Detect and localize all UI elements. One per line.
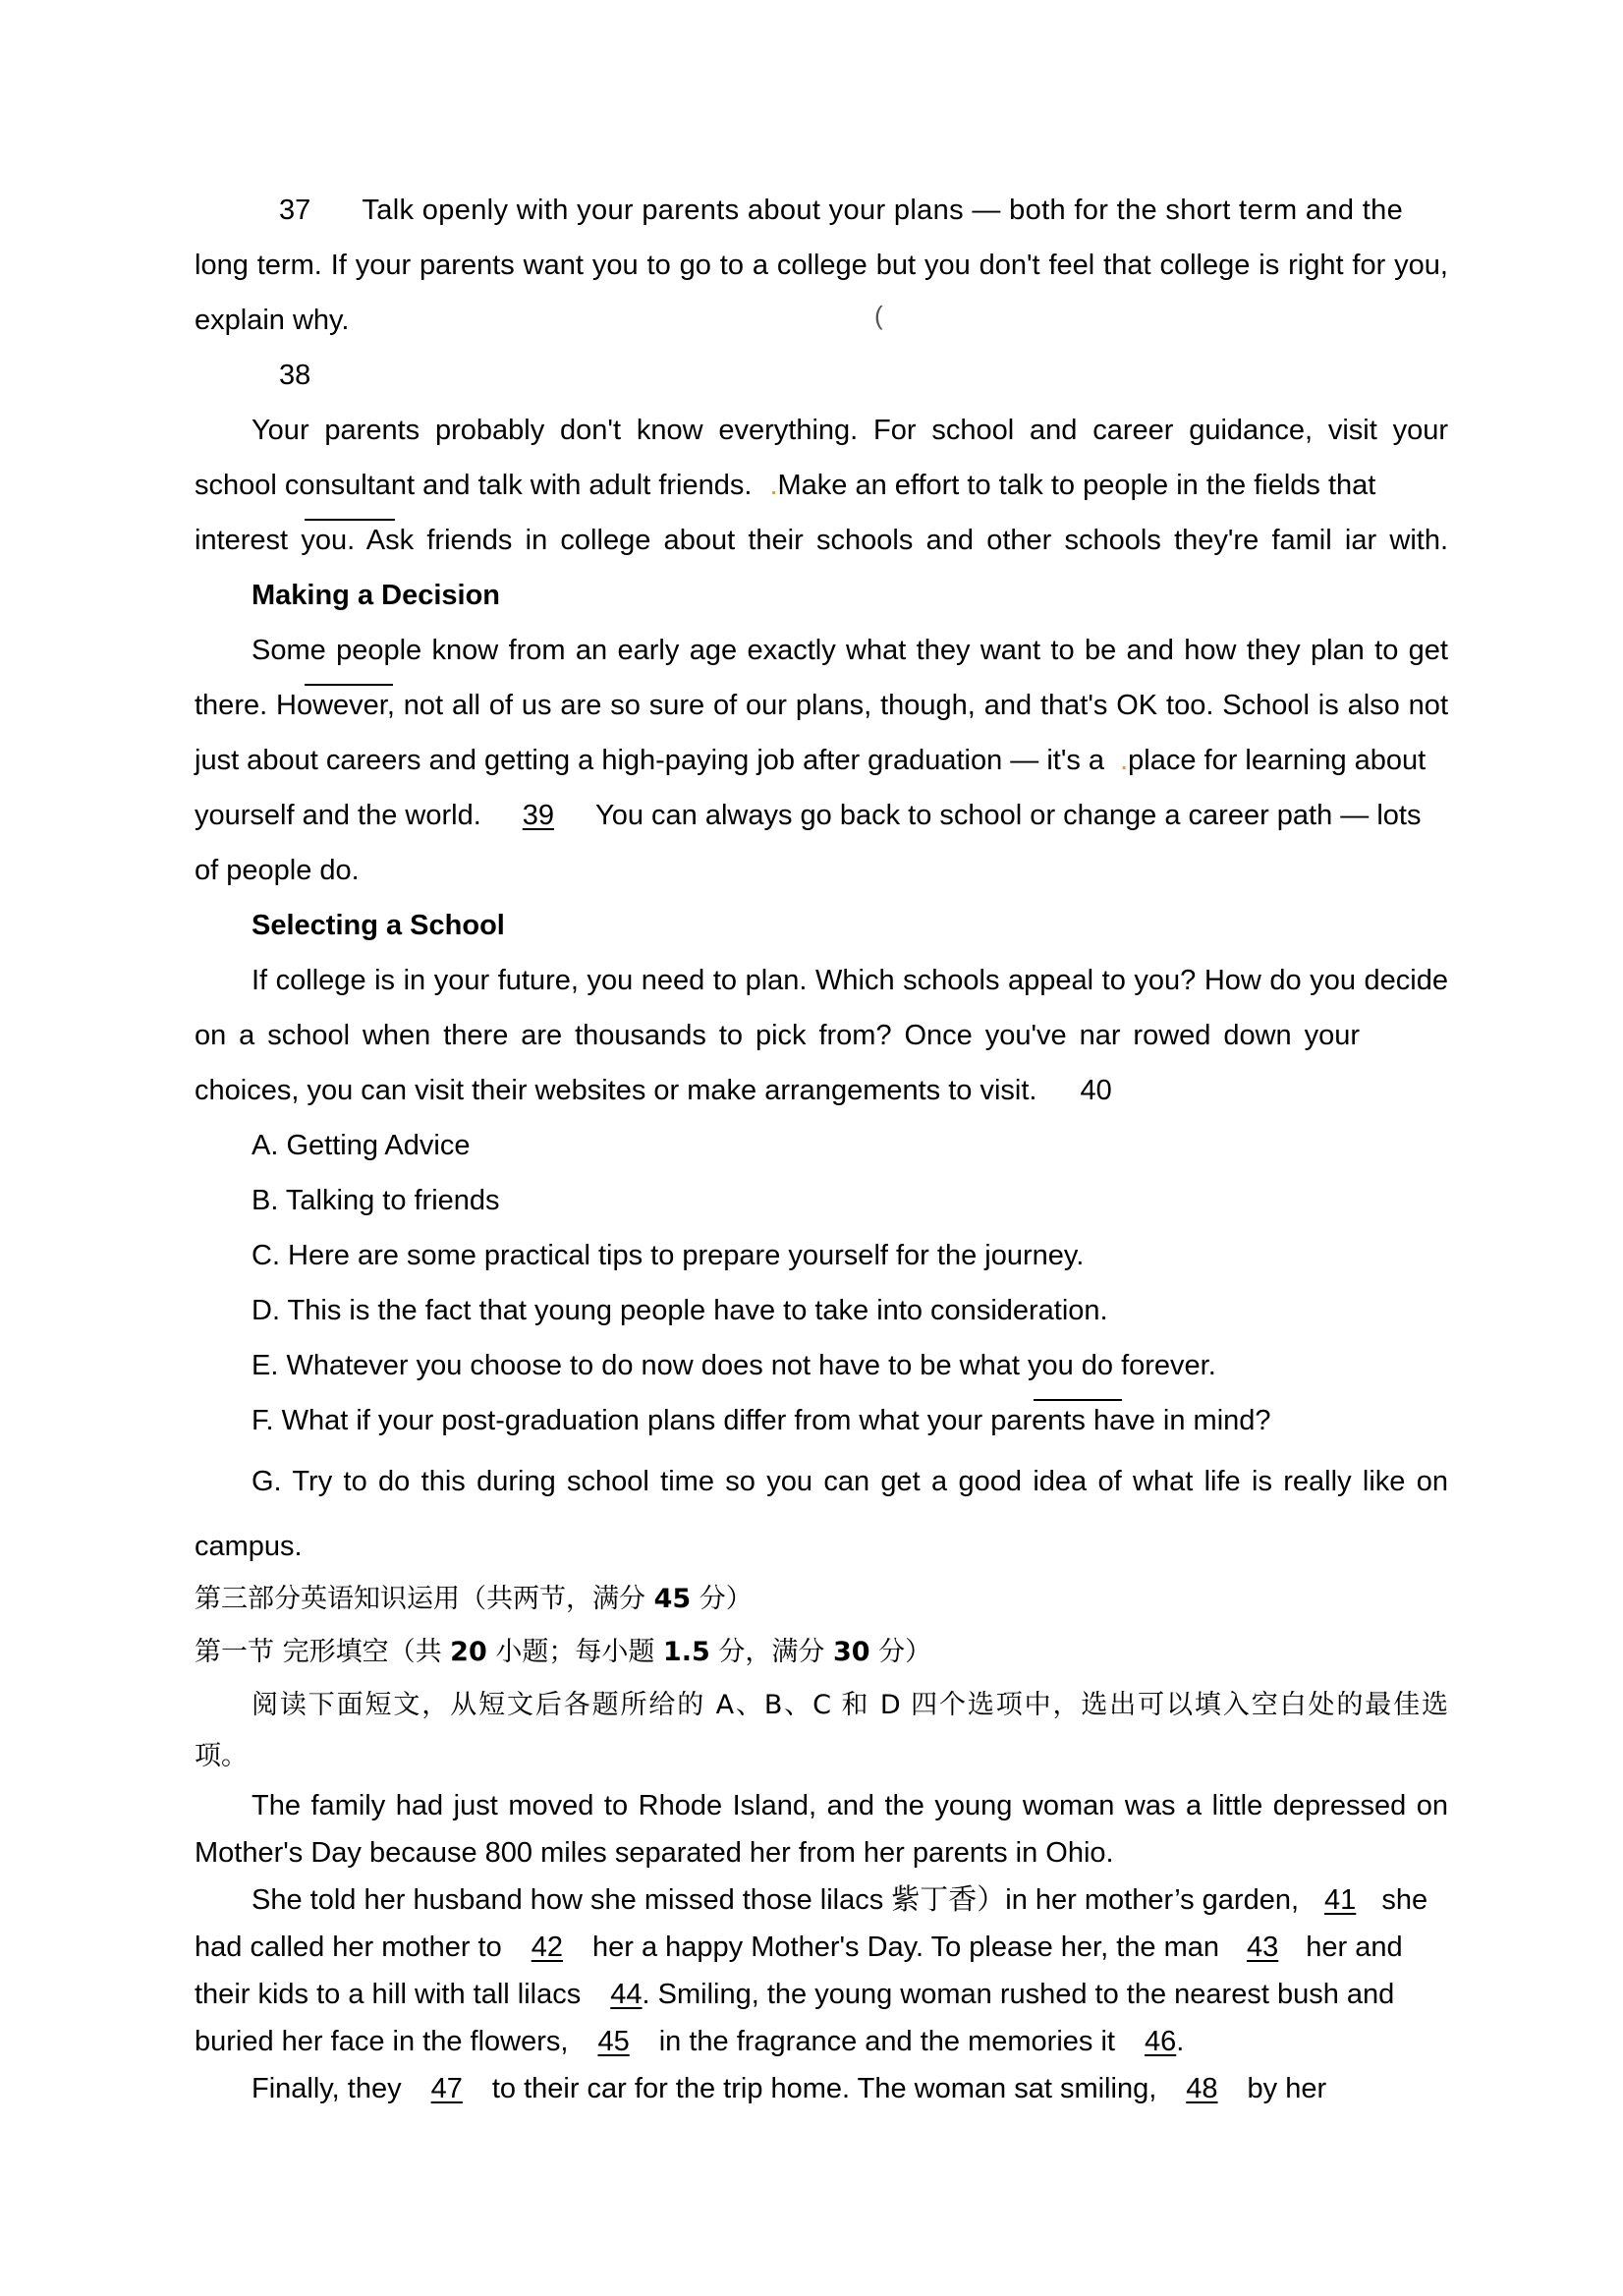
selecting-line-3: choices, you can visit their websites or make arrangements to visit. 40 — [195, 1075, 1112, 1106]
part-3-title: 第三部分英语知识运用（共两节，满分 45 分） — [195, 1584, 753, 1614]
question-number-39: 39 — [522, 800, 555, 831]
cloze-line-7: Finally, they 47 to their car for the trip home. The woman sat smiling, 48 by her — [252, 2073, 1327, 2104]
option-f: F. What if your post-graduation plans differ from what your parents have in mind? — [252, 1405, 1271, 1436]
blank-47: 47 — [430, 2073, 463, 2104]
question-number-37: 37 — [279, 195, 311, 226]
cloze-line-1: The family had just moved to Rhode Island, and the young woman was a little depressed on — [252, 1790, 1448, 1821]
decision-line-1: Some people know from an early age exactly what they want to be and how they plan to get — [252, 635, 1448, 666]
option-g: G. Try to do this during school time so you can get a good idea of what life is really like on — [252, 1466, 1448, 1497]
option-e: E. Whatever you choose to do now does not have to be what you do forever. — [252, 1350, 1216, 1381]
option-c: C. Here are some practical tips to prepare yourself for the journey. — [252, 1240, 1085, 1271]
option-a: A. Getting Advice — [252, 1130, 471, 1161]
stray-mark: ( — [874, 301, 883, 330]
instructions-line-1: 阅读下面短文，从短文后各题所给的 A、B、C 和 D 四个选项中，选出可以填入空白处的最佳选 — [252, 1690, 1448, 1720]
instructions-line-2: 项。 — [195, 1741, 248, 1771]
blank-43: 43 — [1247, 1932, 1279, 1963]
blank-48: 48 — [1186, 2073, 1218, 2104]
cloze-line-3: She told her husband how she missed those lilacs 紫丁香）in her mother’s garden, 41 she — [252, 1884, 1428, 1916]
heading-making-a-decision: Making a Decision — [252, 580, 501, 611]
q37-line-1: 37 Talk openly with your parents about your plans — both for the short term and the — [279, 195, 1404, 226]
blank-44: 44 — [610, 1979, 643, 2010]
cloze-line-6: buried her face in the flowers, 45 in the fragrance and the memories it 46. — [195, 2026, 1185, 2057]
decision-line-4: yourself and the world. 39 You can always go back to school or change a career path — lots — [195, 800, 1422, 831]
cloze-line-5: their kids to a hill with tall lilacs 44. Smiling, the young woman rushed to the nearest bush and — [195, 1979, 1395, 2010]
decision-line-2: there. However, not all of us are so sure of our plans, though, and that's OK too. School is also not — [195, 690, 1448, 721]
blank-41: 41 — [1324, 1884, 1357, 1916]
cloze-line-4: had called her mother to 42 her a happy Mother's Day. To please her, the man 43 her and — [195, 1932, 1403, 1963]
decision-line-3: just about careers and getting a high-paying job after graduation — it's a .place for learning about — [195, 745, 1427, 776]
option-d: D. This is the fact that young people have to take into consideration. — [252, 1295, 1108, 1326]
option-b: B. Talking to friends — [252, 1185, 500, 1216]
paragraph-1-line-3: interest you. Ask friends in college about their schools and other schools they're famil iar with. — [195, 525, 1448, 556]
heading-selecting-a-school: Selecting a School — [252, 910, 505, 941]
selecting-line-2: on a school when there are thousands to pick from? Once you've nar rowed down your — [195, 1020, 1360, 1051]
q37-line-2: long term. If your parents want you to go to a college but you don't feel that college is right for you, — [195, 250, 1448, 281]
blank-45: 45 — [597, 2026, 630, 2057]
selecting-line-1: If college is in your future, you need to plan. Which schools appeal to you? How do you decide — [252, 965, 1448, 996]
paragraph-1-line-1: Your parents probably don't know everything. For school and career guidance, visit your — [252, 415, 1448, 446]
blank-46: 46 — [1144, 2026, 1177, 2057]
option-g-continued: campus. — [195, 1531, 303, 1562]
section-1-title: 第一节 完形填空（共 20 小题；每小题 1.5 分，满分 30 分） — [195, 1637, 932, 1667]
question-number-38: 38 — [279, 360, 311, 391]
blank-42: 42 — [531, 1932, 564, 1963]
cloze-line-2: Mother's Day because 800 miles separated her from her parents in Ohio. — [195, 1837, 1114, 1869]
decision-line-5: of people do. — [195, 855, 360, 886]
question-number-40: 40 — [1080, 1075, 1112, 1106]
paragraph-1-line-2: school consultant and talk with adult friends. .Make an effort to talk to people in the fields that — [195, 470, 1376, 501]
q37-line-3: explain why. — [195, 305, 350, 336]
